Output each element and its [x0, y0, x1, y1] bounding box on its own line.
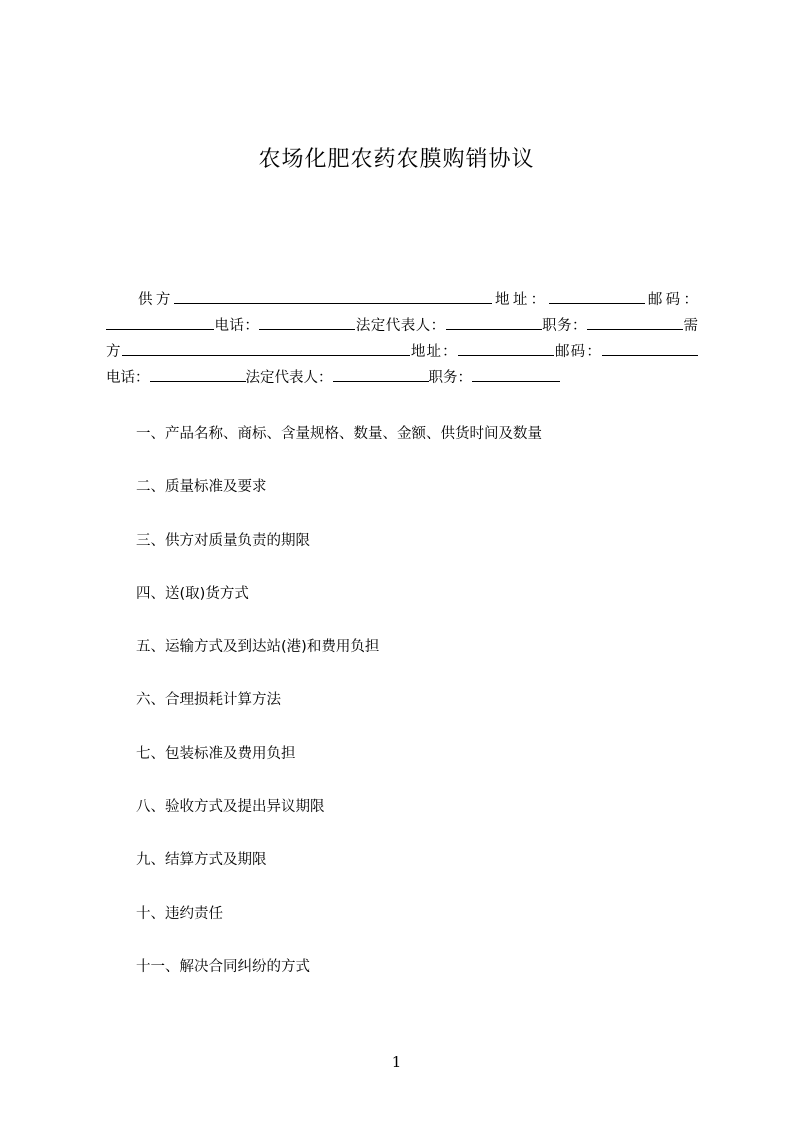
buyer-postcode-label: 邮码： [553, 344, 603, 360]
buyer-label: 需方 [106, 318, 698, 360]
document-title: 农场化肥农药农膜购销协议 [258, 147, 535, 172]
supplier-address-blank[interactable] [549, 289, 645, 304]
supplier-phone-blank[interactable] [259, 315, 355, 330]
buyer-phone-label: 电话： [106, 370, 150, 386]
supplier-address-label: 地址： [491, 292, 549, 308]
supplier-label: 供方 [138, 292, 174, 308]
buyer-address-blank[interactable] [458, 341, 554, 356]
supplier-postcode-blank[interactable] [106, 315, 214, 330]
section-heading: 十、违约责任 [136, 905, 223, 922]
supplier-position-label: 职务： [541, 318, 588, 334]
supplier-postcode-label: 邮码： [644, 292, 699, 308]
buyer-address-label: 地址： [409, 344, 458, 360]
supplier-legal-rep-label: 法定代表人： [355, 318, 446, 334]
section-heading: 八、验收方式及提出异议期限 [136, 799, 325, 816]
section-heading: 三、供方对质量负责的期限 [136, 532, 310, 549]
buyer-position-blank[interactable] [472, 367, 560, 382]
section-heading: 五、运输方式及到达站(港)和费用负担 [136, 639, 380, 656]
section-list [136, 421, 542, 1007]
buyer-postcode-blank[interactable] [602, 341, 698, 356]
section-heading: 十一、解决合同纠纷的方式 [136, 958, 310, 975]
section-heading: 七、包装标准及费用负担 [136, 745, 296, 762]
supplier-legal-rep-blank[interactable] [446, 315, 542, 330]
buyer-phone-blank[interactable] [150, 367, 246, 382]
party-info-paragraph [106, 287, 698, 391]
supplier-position-blank[interactable] [587, 315, 683, 330]
page-number: 1 [391, 1053, 402, 1071]
supplier-phone-label: 电话： [214, 318, 260, 334]
section-heading: 一、产品名称、商标、含量规格、数量、金额、供货时间及数量 [136, 426, 542, 442]
supplier-name-blank[interactable] [174, 289, 492, 304]
buyer-position-label: 职务： [428, 370, 472, 386]
section-heading: 六、合理损耗计算方法 [136, 692, 281, 709]
section-heading: 四、送(取)货方式 [136, 585, 249, 602]
section-heading: 二、质量标准及要求 [136, 479, 267, 496]
buyer-legal-rep-blank[interactable] [333, 367, 429, 382]
section-heading: 九、结算方式及期限 [136, 852, 267, 869]
buyer-legal-rep-label: 法定代表人： [245, 370, 333, 386]
buyer-name-blank[interactable] [122, 341, 410, 356]
